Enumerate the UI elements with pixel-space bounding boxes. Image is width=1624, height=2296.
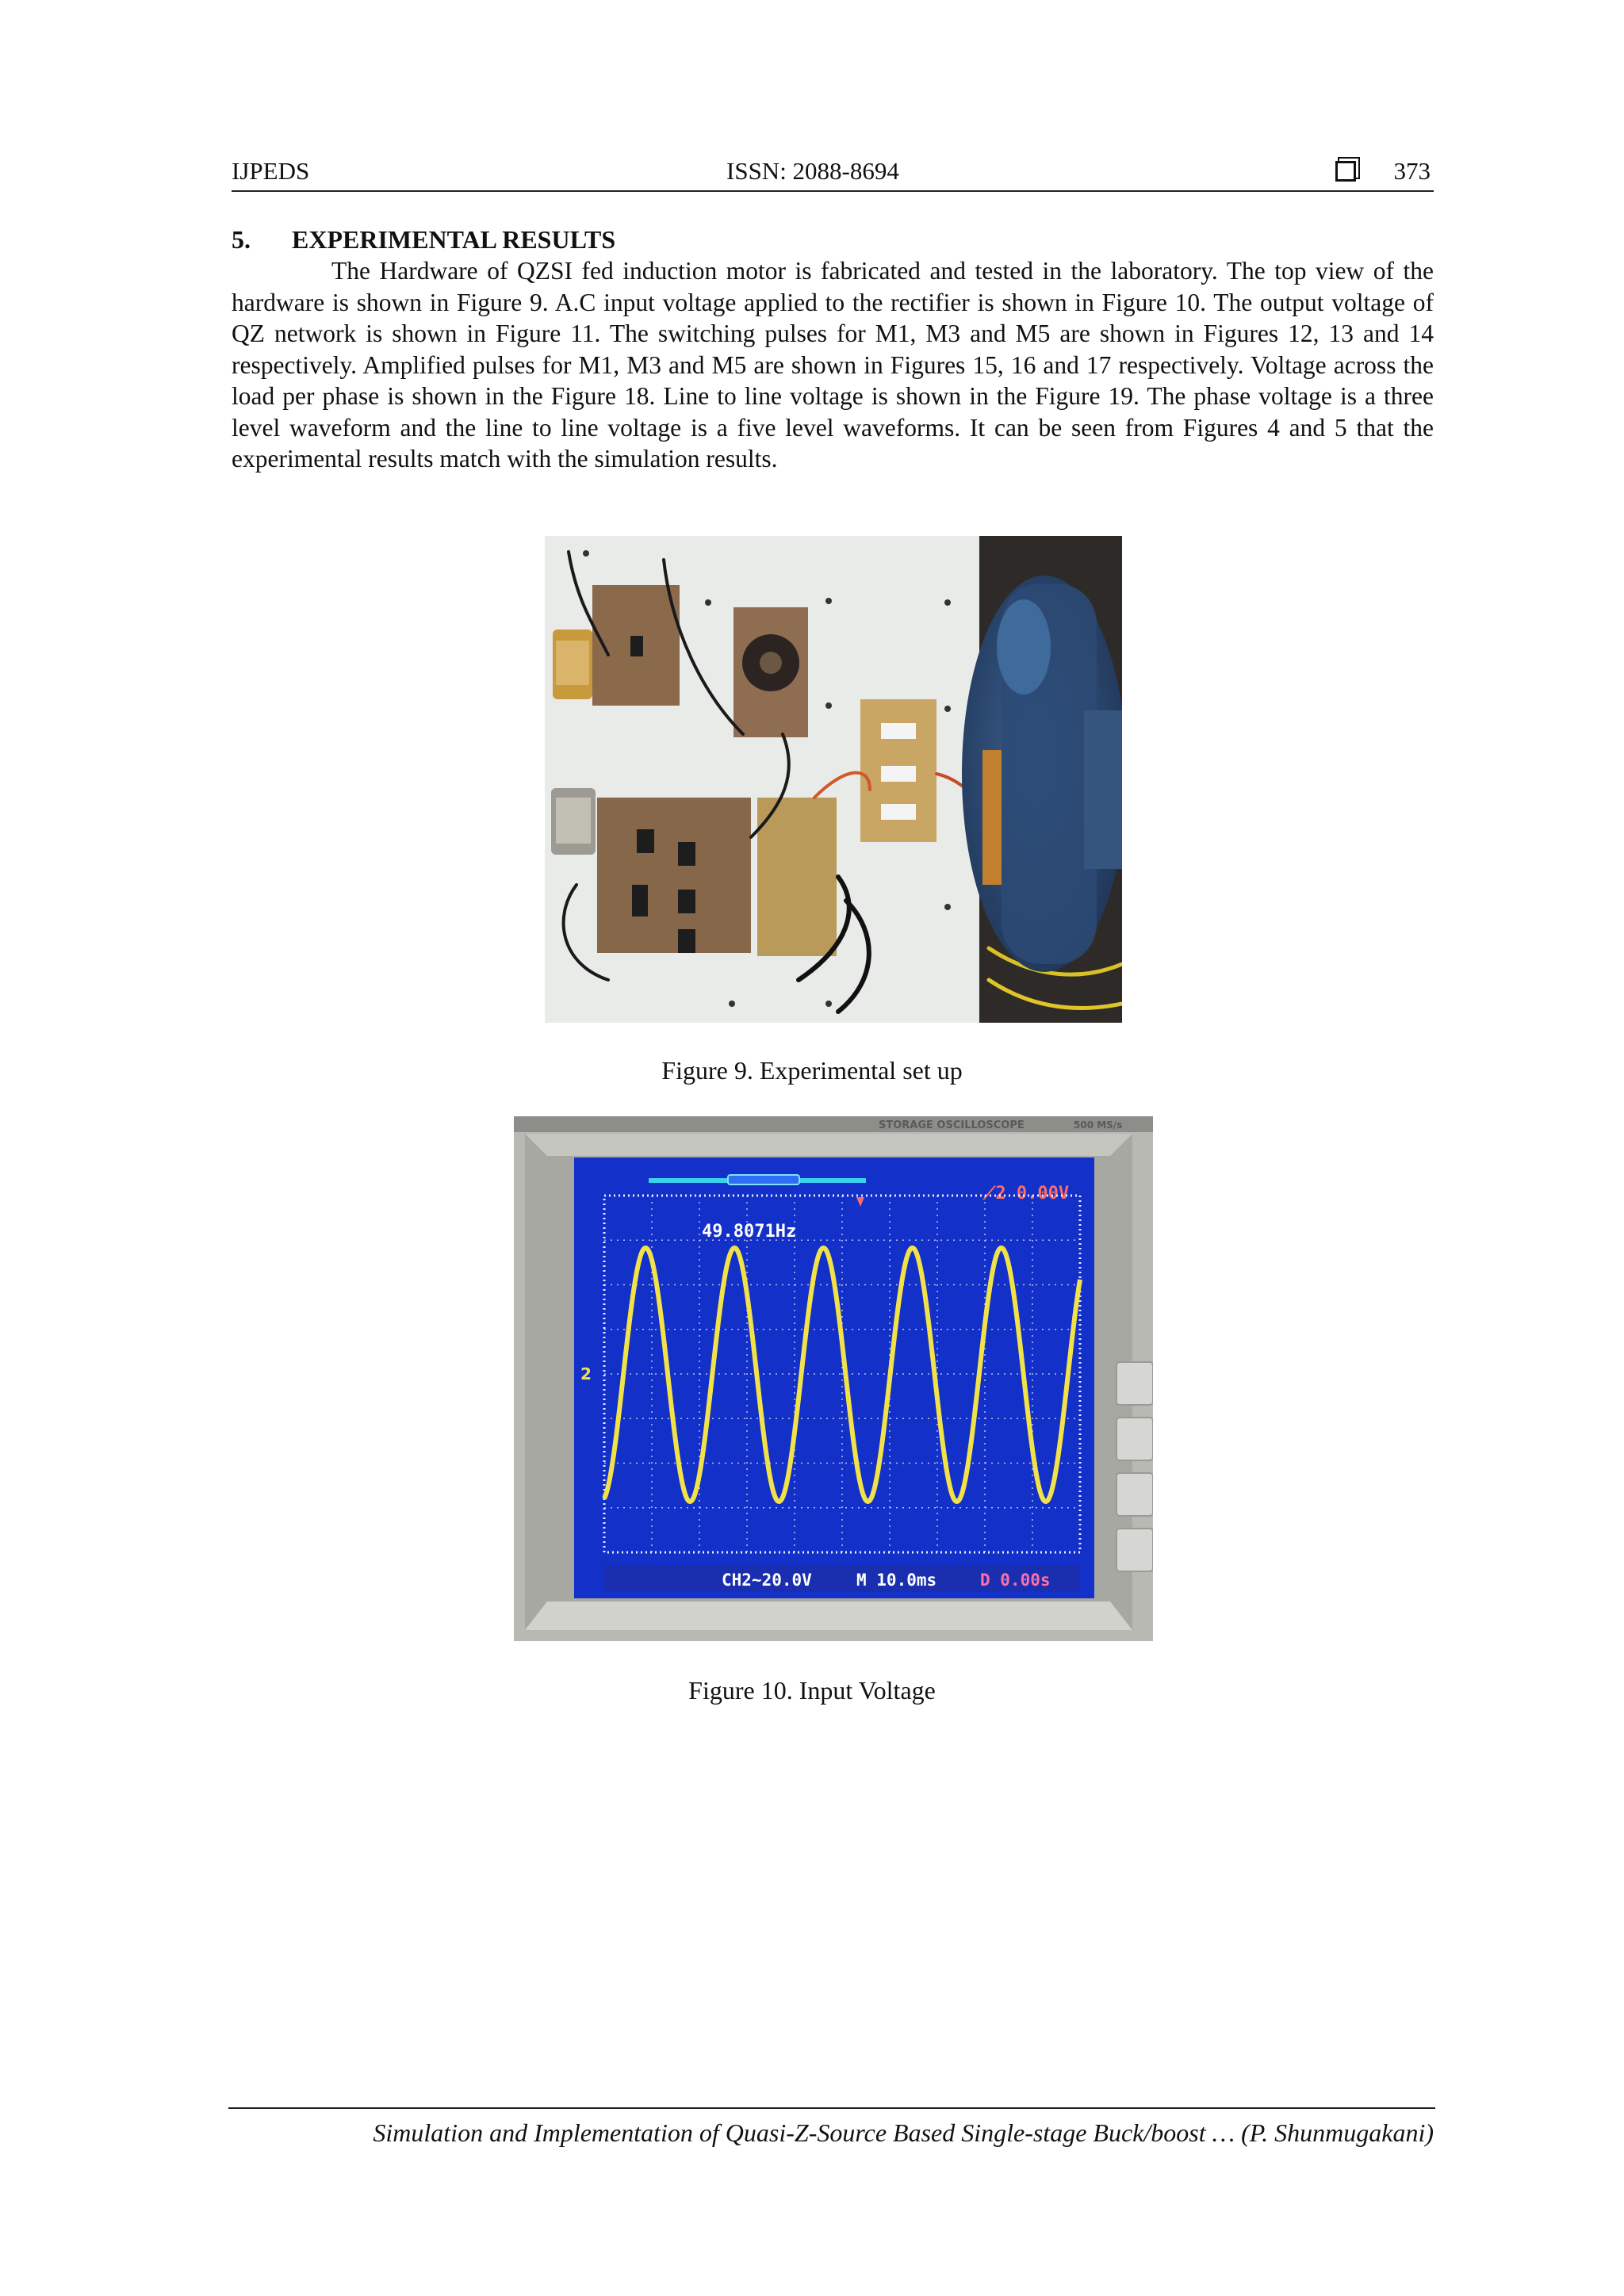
scope-frequency-readout: 49.8071Hz <box>702 1222 797 1242</box>
section-heading <box>232 224 615 255</box>
scope-brand-text: STORAGE OSCILLOSCOPE <box>879 1119 1025 1131</box>
running-header <box>232 155 1434 192</box>
scope-delay: D 0.00s <box>980 1571 1051 1590</box>
issn: ISSN: 2088-8694 <box>726 157 899 185</box>
scope-timebase: M 10.0ms <box>856 1571 937 1590</box>
page-number-group <box>1335 155 1431 187</box>
page-number: 373 <box>1393 157 1431 185</box>
figure-9-photo <box>545 536 1122 1023</box>
figure-10-caption: Figure 10. Input Voltage <box>688 1676 936 1705</box>
scope-channel-marker: 2 <box>580 1364 592 1383</box>
scope-trigger-readout: ⟋2 0.00V <box>983 1184 1070 1203</box>
figure-9-caption: Figure 9. Experimental set up <box>661 1056 963 1085</box>
scope-sample-rate: 500 MS/s <box>1074 1119 1123 1131</box>
scope-ch2-scale: CH2~20.0V <box>722 1571 812 1590</box>
section-number: 5. <box>232 225 251 254</box>
journal-name: IJPEDS <box>232 157 310 185</box>
footer-text: Simulation and Implementation of Quasi-Z-Source Based Single-stage Buck/boost … (P. Shunmugakani) <box>373 2118 1434 2147</box>
section-title: EXPERIMENTAL RESULTS <box>292 225 616 254</box>
figure-10-photo <box>514 1116 1153 1641</box>
box-icon <box>1335 161 1356 182</box>
running-footer <box>228 2107 1435 2149</box>
section-paragraph: The Hardware of QZSI fed induction motor is fabricated and tested in the laboratory. The top view of the hardware is shown in Figure 9. A.C input voltage applied to the rectifier is shown in Figure 10. The output voltage of QZ network is shown in Figure 11. The switching pulses for M1, M3 and M5 are shown in Figures 12, 13 and 14 respectively. Amplified pulses for M1, M3 and M5 are shown in Figures 15, 16 and 17 respectively. Voltage across the load per phase is shown in the Figure 18. Line to line voltage is shown in the Figure 19. The phase voltage is a three level waveform and the line to line voltage is a five level waveforms. It can be seen from Figures 4 and 5 that the experimental results match with the simulation results. <box>232 257 1434 473</box>
